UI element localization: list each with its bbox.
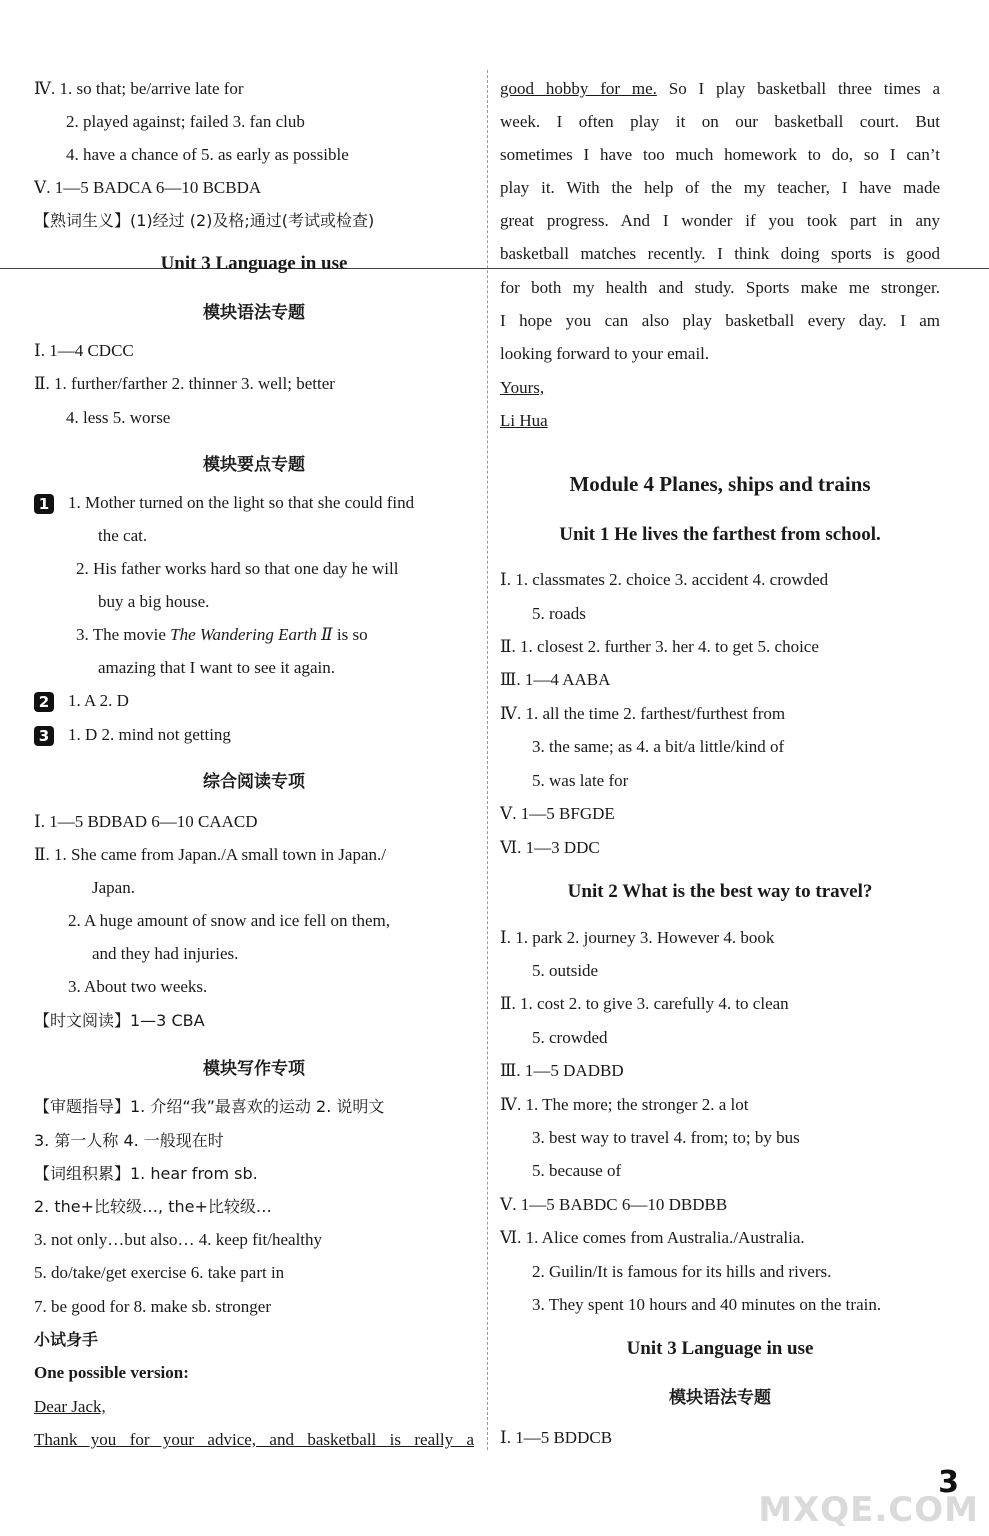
letter-line: great progress. And I wonder if you took part in any	[500, 211, 940, 230]
answer-line: Ⅱ. 1. She came from Japan./A small town in Japan./	[34, 845, 386, 864]
section-heading: 模块语法专题	[669, 1388, 771, 1408]
answer-line: 5. do/take/get exercise 6. take part in	[34, 1263, 285, 1282]
number-badge: 1	[34, 494, 54, 514]
answer-line: Ⅱ. 1. cost 2. to give 3. carefully 4. to clean	[500, 994, 789, 1013]
letter-closing: Yours,	[500, 378, 545, 397]
answer-line: 【词组积累】1. hear from sb.	[34, 1164, 258, 1183]
answer-line: Ⅱ. 1. closest 2. further 3. her 4. to get 5. choice	[500, 637, 819, 656]
answer-line: 5. crowded	[532, 1028, 608, 1047]
letter-text: good hobby for me.	[500, 79, 657, 98]
answer-line: Ⅳ. 1. so that; be/arrive late for	[34, 79, 244, 98]
answer-line: 2. His father works hard so that one day he will	[76, 559, 399, 578]
unit-title: Unit 2 What is the best way to travel?	[567, 881, 873, 902]
answer-line: 【时文阅读】1—3 CBA	[34, 1011, 205, 1030]
answer-line: Ⅵ. 1—3 DDC	[500, 838, 600, 857]
movie-title: The Wandering Earth Ⅱ	[170, 625, 333, 644]
answer-line: Ⅰ. 1—4 CDCC	[34, 341, 134, 360]
answer-line: Ⅲ. 1—5 DADBD	[500, 1061, 624, 1080]
answer-line: 2. A huge amount of snow and ice fell on them,	[68, 911, 390, 930]
answer-line	[34, 492, 414, 514]
answer-line: Ⅵ. 1. Alice comes from Australia./Australia.	[500, 1228, 805, 1247]
answer-line: 【审题指导】1. 介绍“我”最喜欢的运动 2. 说明文	[34, 1097, 385, 1116]
unit-title: Unit 3 Language in use	[626, 1338, 814, 1359]
letter-signature: Li Hua	[500, 411, 548, 430]
answer-line: buy a big house.	[98, 592, 210, 611]
answer-line: 7. be good for 8. make sb. stronger	[34, 1297, 272, 1316]
section-heading: 综合阅读专项	[203, 772, 305, 792]
subheading: 小试身手	[34, 1330, 99, 1349]
letter-line: week. I often play it on our basketball court. But	[500, 112, 940, 131]
letter-line: I hope you can also play basketball every day. I am	[500, 311, 940, 330]
answer-line: Ⅴ. 1—5 BFGDE	[500, 804, 615, 823]
answer-line: 2. played against; failed 3. fan club	[66, 112, 305, 131]
letter-line: Thank you for your advice, and basketball is really a	[34, 1430, 474, 1449]
number-badge: 2	[34, 692, 54, 712]
answer-text: 3. The movie	[76, 625, 171, 644]
answer-line: Japan.	[92, 878, 135, 897]
answer-line: 3. They spent 10 hours and 40 minutes on the train.	[532, 1295, 882, 1314]
number-badge: 3	[34, 726, 54, 746]
answer-line: 2. Guilin/It is famous for its hills and rivers.	[532, 1262, 832, 1281]
answer-line: 3. the same; as 4. a bit/a little/kind of	[532, 737, 785, 756]
answer-line: Ⅴ. 1—5 BADCA 6—10 BCBDA	[34, 178, 262, 197]
letter-line	[500, 78, 940, 100]
answer-line: Ⅰ. 1—5 BDDCB	[500, 1428, 613, 1447]
answer-line: 3. About two weeks.	[68, 977, 208, 996]
answer-line: 4. less 5. worse	[66, 408, 171, 427]
answer-text: is so	[332, 625, 368, 644]
answer-line	[34, 724, 231, 746]
subheading: One possible version:	[34, 1363, 189, 1382]
answer-line: Ⅱ. 1. further/farther 2. thinner 3. well; better	[34, 374, 335, 393]
answer-line: Ⅰ. 1. classmates 2. choice 3. accident 4. crowded	[500, 570, 829, 589]
letter-text: So I play basketball three times a	[656, 79, 940, 98]
answer-line: 3. best way to travel 4. from; to; by bus	[532, 1128, 800, 1147]
answer-line: 5. because of	[532, 1161, 622, 1180]
section-heading: 模块要点专题	[203, 455, 305, 475]
answer-text: 1. D 2. mind not getting	[68, 725, 231, 744]
letter-line: basketball matches recently. I think doing sports is good	[500, 244, 940, 263]
column-divider	[487, 70, 488, 1450]
letter-line: play it. With the help of the my teacher, I have made	[500, 178, 940, 197]
answer-line: 3. not only…but also… 4. keep fit/healthy	[34, 1230, 323, 1249]
watermark: MXQE.COM	[758, 1490, 979, 1530]
answer-line: 5. was late for	[532, 771, 629, 790]
letter-salutation: Dear Jack,	[34, 1397, 106, 1416]
letter-line: looking forward to your email.	[500, 344, 710, 363]
letter-line: sometimes I have too much homework to do, so I can’t	[500, 145, 940, 164]
answer-text: 1. A 2. D	[68, 691, 129, 710]
answer-line: Ⅰ. 1. park 2. journey 3. However 4. book	[500, 928, 775, 947]
letter-line: for both my health and study. Sports make me stronger.	[500, 278, 940, 297]
module-title: Module 4 Planes, ships and trains	[569, 472, 871, 496]
answer-line: 5. roads	[532, 604, 586, 623]
answer-line: Ⅳ. 1. all the time 2. farthest/furthest from	[500, 704, 786, 723]
answer-line: 3. 第一人称 4. 一般现在时	[34, 1131, 224, 1150]
answer-line: Ⅳ. 1. The more; the stronger 2. a lot	[500, 1095, 749, 1114]
answer-line: 【熟词生义】(1)经过 (2)及格;通过(考试或检查)	[34, 211, 375, 230]
section-heading: 模块写作专项	[203, 1059, 305, 1079]
answer-line: 5. outside	[532, 961, 599, 980]
answer-line	[34, 690, 129, 712]
page-number: 3	[938, 1465, 959, 1500]
answer-line: Ⅲ. 1—4 AABA	[500, 670, 611, 689]
answer-line: 2. the+比较级…, the+比较级…	[34, 1197, 272, 1216]
answer-text: 1. Mother turned on the light so that she could find	[68, 493, 415, 512]
answer-line: 4. have a chance of 5. as early as possible	[66, 145, 349, 164]
section-heading: Unit 3 Language in use	[160, 253, 348, 274]
answer-line: Ⅰ. 1—5 BDBAD 6—10 CAACD	[34, 812, 258, 831]
answer-line: amazing that I want to see it again.	[98, 658, 335, 677]
answer-line: and they had injuries.	[92, 944, 239, 963]
unit-title: Unit 1 He lives the farthest from school.	[559, 524, 881, 545]
answer-line: the cat.	[98, 526, 148, 545]
answer-line: Ⅴ. 1—5 BABDC 6—10 DBDBB	[500, 1195, 728, 1214]
answer-line	[76, 624, 368, 646]
section-heading: 模块语法专题	[203, 303, 305, 323]
